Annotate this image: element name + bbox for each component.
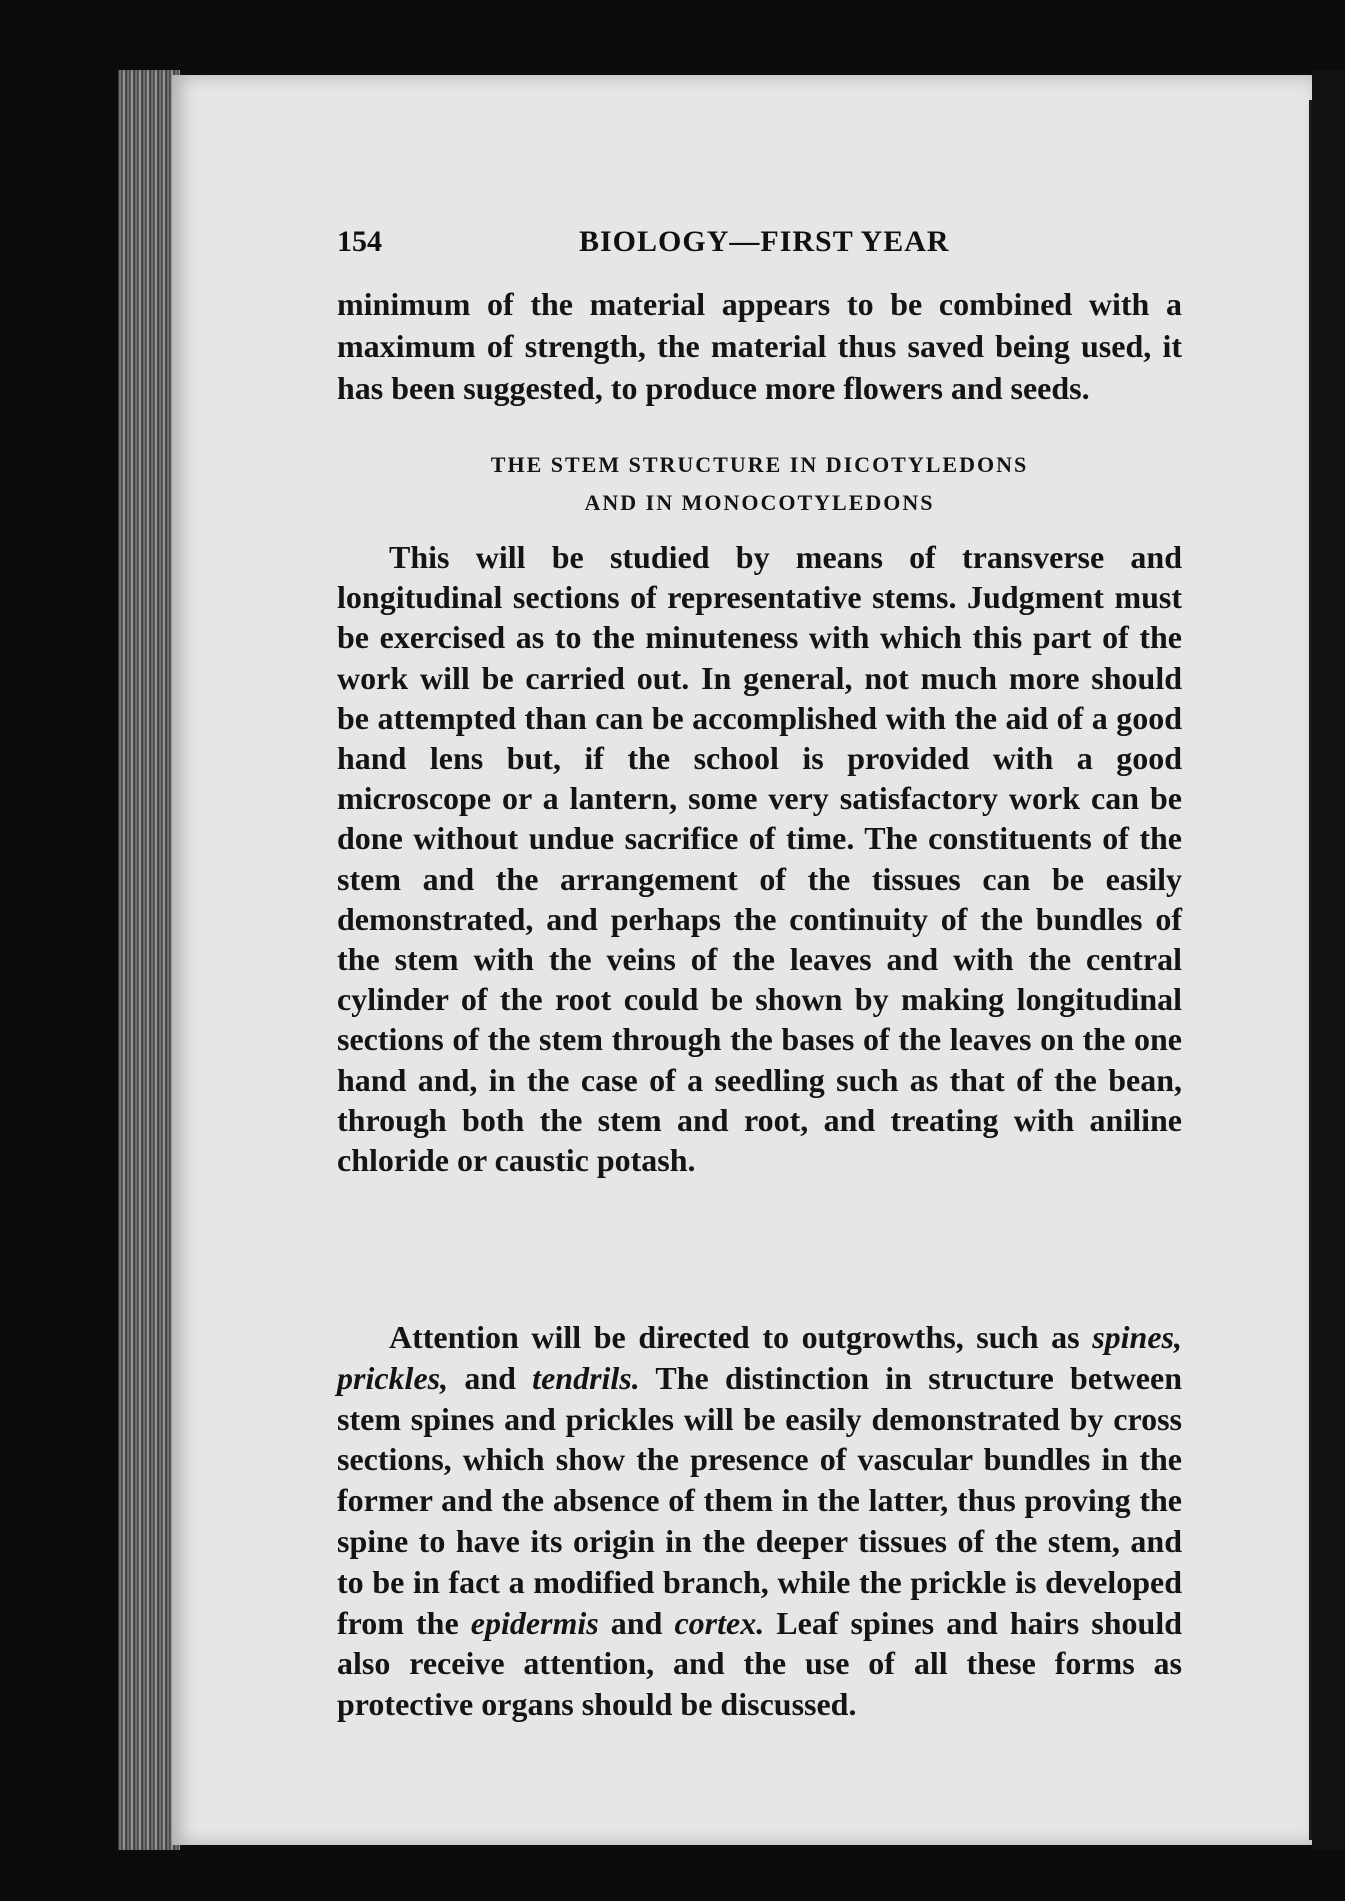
paragraph-stem-study: This will be studied by means of transverse and longitudinal sections of representative stems. Judgment must be exercised as to the minuteness with which this part of the work will be carried out. In general, not much more should be attempted than can be accomplished with the aid of a good hand lens but, if the school is provided with a good microscope or a lantern, some very satisfactory work can be done without undue sacrifice of time. The constituents of the stem and the arrangement of the tissues can be easily demonstrated, and perhaps the continuity of the bundles of the stem with the veins of the leaves and with the central cylinder of the root could be shown by making longitudinal sections of the stem through the bases of the leaves on the one hand and, in the case of a seedling such as that of the bean, through both the stem and root, and treating with aniline chloride or caustic potash. (337, 539, 1182, 1179)
para3-text-e: and (598, 1604, 675, 1641)
page-number: 154 (337, 225, 382, 258)
book-page (172, 75, 1312, 1845)
page-header (337, 225, 1197, 265)
paragraph-outgrowths (337, 1317, 1182, 1725)
scan-border-bottom (0, 1850, 1345, 1901)
section-heading-line2: AND IN MONOCOTYLEDONS (584, 490, 935, 515)
section-heading-line1: THE STEM STRUCTURE IN DICOTYLEDONS (490, 452, 1029, 477)
book-page-edges (118, 70, 180, 1850)
scan-border-right (1312, 70, 1345, 1901)
para3-text-c: and (448, 1359, 533, 1396)
term-epidermis: epidermis (470, 1604, 599, 1641)
term-tendrils: tendrils. (532, 1359, 640, 1396)
para3-text-f: Leaf spines and hairs should also receive attention, and the use of all these forms as protective organs should be discussed. (337, 1604, 1183, 1723)
running-title: BIOLOGY—FIRST YEAR (579, 225, 950, 258)
term-spines: spines, (1092, 1319, 1182, 1355)
term-cortex: cortex. (674, 1604, 765, 1641)
para3-text-d: The distinction in structure between stem spines and prickles will be easily demonstrated by cross sections, which show the presence of vascular bundles in the former and the absence of them in the latter, thus proving the spine to have its origin in the deeper tissues of the stem, and to be in fact a modified branch, while the prickle is developed from the (337, 1359, 1183, 1641)
term-prickles: prickles, (337, 1359, 449, 1396)
para3-text-a: Attention will be directed to outgrowths, such as (389, 1319, 1093, 1355)
paragraph-continued: minimum of the material appears to be combined with a maximum of strength, the material thus saved being used, it has been suggested, to produce more flowers and seeds. (337, 286, 1182, 406)
